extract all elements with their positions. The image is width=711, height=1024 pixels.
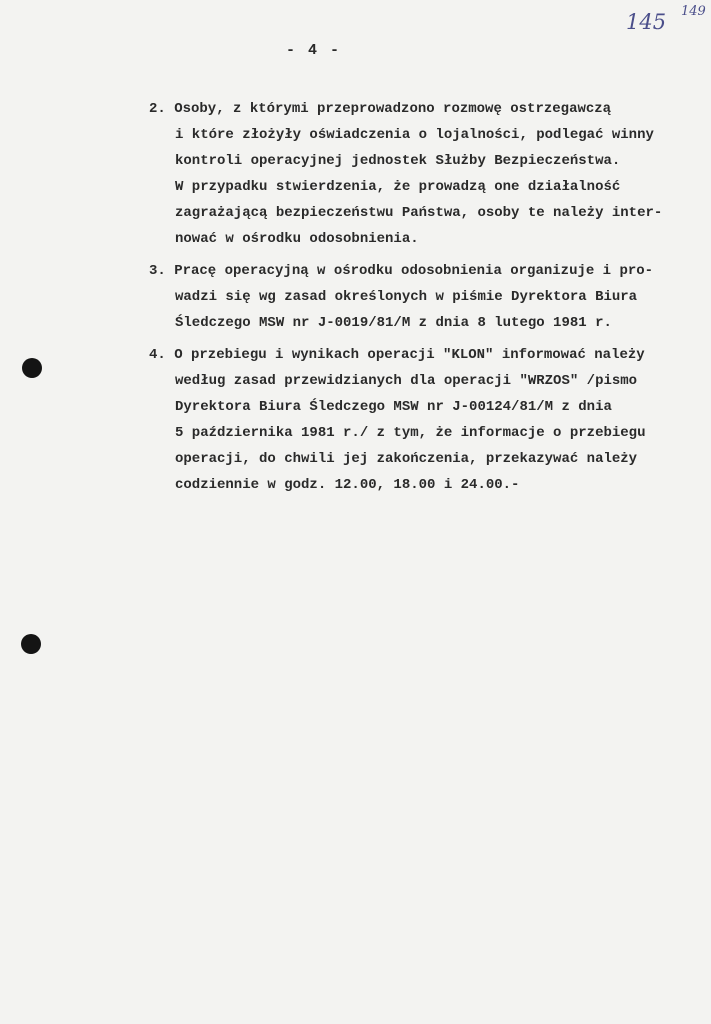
paragraph-line: i które złożyły oświadczenia o lojalności, podlegać winny <box>175 127 654 143</box>
handwritten-archive-number: 145 <box>626 10 667 34</box>
paragraph-line: operacji, do chwili jej zakończenia, przekazywać należy <box>175 451 638 467</box>
paragraph-line: Dyrektora Biura Śledczego MSW nr J-00124/81/M z dnia <box>175 399 612 415</box>
paragraph-line: 3. Pracę operacyjną w ośrodku odosobnienia organizuje i pro- <box>149 263 654 279</box>
paragraph-2 <box>149 96 689 252</box>
paragraph-4 <box>149 342 689 498</box>
paragraph-3 <box>149 258 689 336</box>
paragraph-line: według zasad przewidzianych dla operacji "WRZOS" /pismo <box>175 373 638 389</box>
punch-hole-icon <box>21 634 41 654</box>
paragraph-line: W przypadku stwierdzenia, że prowadzą one działalność <box>175 179 621 195</box>
paragraph-line: nować w ośrodku odosobnienia. <box>175 231 419 247</box>
handwritten-folio-number: 149 <box>681 4 706 19</box>
paragraph-line: zagrażającą bezpieczeństwu Państwa, osoby te należy inter- <box>175 205 663 221</box>
paragraph-line: kontroli operacyjnej jednostek Służby Bezpieczeństwa. <box>175 153 621 169</box>
page-number: - 4 - <box>286 42 342 59</box>
paragraph-line: Śledczego MSW nr J-0019/81/M z dnia 8 lutego 1981 r. <box>175 315 612 331</box>
paragraph-line: 5 października 1981 r./ z tym, że informacje o przebiegu <box>175 425 646 441</box>
paragraph-line: codziennie w godz. 12.00, 18.00 i 24.00.- <box>175 477 520 493</box>
paragraph-line: 2. Osoby, z którymi przeprowadzono rozmowę ostrzegawczą <box>149 101 612 117</box>
paragraph-line: wadzi się wg zasad określonych w piśmie Dyrektora Biura <box>175 289 638 305</box>
punch-hole-icon <box>22 358 42 378</box>
paragraph-line: 4. O przebiegu i wynikach operacji "KLON" informować należy <box>149 347 645 363</box>
